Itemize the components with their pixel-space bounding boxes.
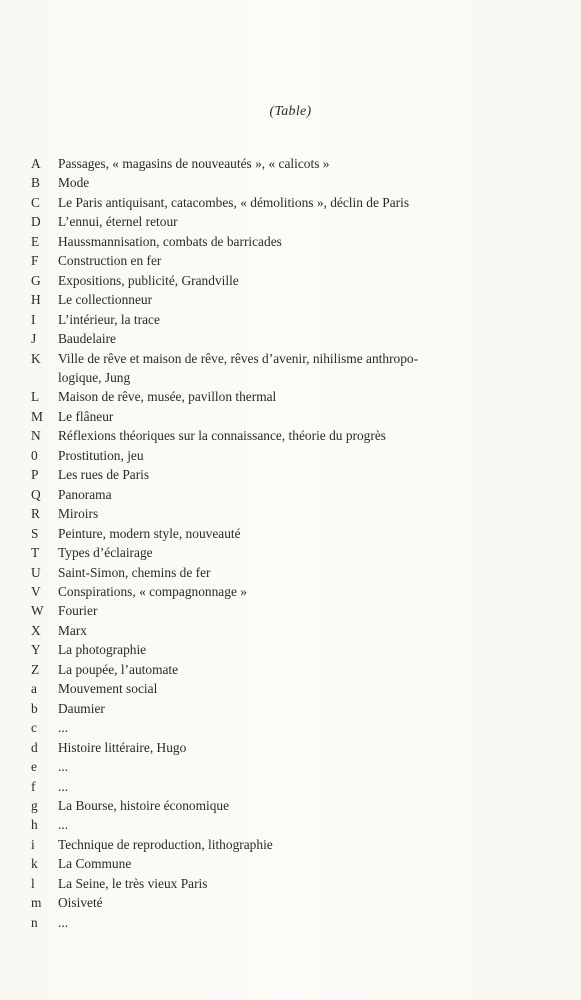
toc-entry — [31, 504, 461, 523]
entry-text: Types d’éclairage — [58, 545, 153, 561]
toc-entry — [31, 310, 461, 329]
page-title: (Table) — [269, 104, 312, 119]
toc-entry — [31, 232, 461, 251]
toc-entry — [31, 290, 461, 309]
entry-letter: n — [31, 914, 38, 930]
toc-entry — [31, 349, 461, 388]
entry-letter: D — [31, 214, 41, 230]
toc-entry — [31, 640, 461, 659]
entry-text: ... — [58, 778, 69, 794]
toc-entry — [31, 582, 461, 601]
toc-entry — [31, 660, 461, 679]
toc-entry — [31, 874, 461, 893]
entry-letter: C — [31, 194, 40, 210]
entry-letter: a — [31, 681, 37, 697]
entry-letter: R — [31, 506, 40, 522]
toc-entry — [31, 718, 461, 737]
entry-letter: W — [31, 603, 44, 619]
entry-text: Maison de rêve, musée, pavillon thermal — [58, 389, 277, 405]
entry-text: Histoire littéraire, Hugo — [58, 739, 187, 755]
toc-entry — [31, 738, 461, 757]
entry-text: La poupée, l’automate — [58, 661, 179, 677]
entry-letter: Z — [31, 661, 40, 677]
entry-letter: T — [31, 545, 40, 561]
entry-text: La Seine, le très vieux Paris — [58, 875, 208, 891]
toc-entry — [31, 563, 461, 582]
toc-entry — [31, 854, 461, 873]
entry-letter: A — [31, 156, 41, 171]
entry-text: Miroirs — [58, 506, 99, 522]
toc-entry — [31, 777, 461, 796]
entry-letter: m — [31, 895, 42, 911]
toc-entry — [31, 893, 461, 912]
entry-text: Oisiveté — [58, 895, 103, 911]
entry-text: Le flâneur — [58, 408, 114, 424]
entry-text: Baudelaire — [58, 331, 116, 347]
entry-text: L’ennui, éternel retour — [58, 214, 178, 230]
entry-text: La Bourse, histoire économique — [58, 797, 230, 813]
entry-letter: K — [31, 350, 41, 366]
entry-letter: B — [31, 175, 40, 191]
entry-text: Panorama — [58, 486, 112, 502]
entry-text: Le collectionneur — [58, 292, 153, 308]
entry-text: Ville de rêve et maison de rêve, rêves d’avenir, nihilisme anthropo- logique, Jung — [58, 350, 419, 385]
toc-entry — [31, 601, 461, 620]
entry-letter: h — [31, 817, 38, 833]
entry-letter: J — [31, 331, 37, 347]
toc-entry — [31, 271, 461, 290]
toc-entry — [31, 913, 461, 932]
entry-letter: N — [31, 428, 41, 444]
entry-letter: Q — [31, 486, 41, 502]
entry-letter: g — [31, 797, 38, 813]
toc-entry — [31, 699, 461, 718]
toc-entry — [31, 835, 461, 854]
toc-entry — [31, 679, 461, 698]
entry-text: ... — [58, 720, 69, 736]
entry-letter: 0 — [31, 447, 38, 463]
entry-text: Technique de reproduction, lithographie — [58, 836, 273, 852]
entry-text: Peinture, modern style, nouveauté — [58, 525, 241, 541]
entry-letter: Y — [31, 642, 41, 658]
entry-text: Réflexions théoriques sur la connaissance, théorie du progrès — [58, 428, 386, 444]
toc-entry — [31, 621, 461, 640]
toc-entry — [31, 465, 461, 484]
entry-text: ... — [58, 914, 69, 930]
entry-text: Passages, « magasins de nouveautés », « calicots » — [58, 156, 330, 171]
entry-text: La photographie — [58, 642, 147, 658]
toc-entry — [31, 251, 461, 270]
entry-text: Expositions, publicité, Grandville — [58, 272, 239, 288]
entry-text: Mode — [58, 175, 90, 191]
toc-entry — [31, 815, 461, 834]
entry-letter: P — [31, 467, 39, 483]
entry-text: La Commune — [58, 856, 132, 872]
toc-entry — [31, 426, 461, 445]
entry-text: Construction en fer — [58, 253, 162, 269]
toc-entry — [31, 212, 461, 231]
toc-entry — [31, 524, 461, 543]
entry-letter: b — [31, 700, 38, 716]
entry-letter: S — [31, 525, 39, 541]
toc-entry — [31, 329, 461, 348]
entry-text: Saint-Simon, chemins de fer — [58, 564, 211, 580]
entry-text: Les rues de Paris — [58, 467, 150, 483]
entry-text: Marx — [58, 622, 88, 638]
entry-text: Prostitution, jeu — [58, 447, 144, 463]
toc-entry — [31, 193, 461, 212]
entry-text: ... — [58, 817, 69, 833]
toc-entry — [31, 173, 461, 192]
toc-entry — [31, 154, 461, 173]
entry-text: Daumier — [58, 700, 105, 716]
toc-entry — [31, 446, 461, 465]
entry-letter: F — [31, 253, 39, 269]
entry-text: L’intérieur, la trace — [58, 311, 160, 327]
entry-letter: X — [31, 622, 41, 638]
entry-letter: E — [31, 233, 40, 249]
entry-letter: U — [31, 564, 41, 580]
entry-letter: H — [31, 292, 41, 308]
toc-entry — [31, 485, 461, 504]
table-of-contents — [31, 154, 461, 932]
entry-letter: i — [31, 836, 35, 852]
toc-entry — [31, 543, 461, 562]
entry-text: Le Paris antiquisant, catacombes, « démolitions », déclin de Paris — [58, 194, 410, 210]
entry-text: Conspirations, « compagnonnage » — [58, 583, 247, 599]
entry-letter: d — [31, 739, 38, 755]
entry-letter: k — [31, 856, 38, 872]
entry-letter: e — [31, 759, 37, 775]
entry-text: Fourier — [58, 603, 98, 619]
entry-text: ... — [58, 759, 69, 775]
toc-entry — [31, 407, 461, 426]
entry-letter: f — [31, 778, 36, 794]
entry-text: Mouvement social — [58, 681, 158, 697]
entry-letter: M — [31, 408, 43, 424]
toc-entry — [31, 796, 461, 815]
toc-entry — [31, 757, 461, 776]
toc-entry — [31, 387, 461, 406]
entry-letter: L — [31, 389, 40, 405]
entry-letter: c — [31, 720, 37, 736]
entry-letter: I — [31, 311, 36, 327]
entry-letter: l — [31, 875, 35, 891]
entry-letter: G — [31, 272, 41, 288]
entry-text: Haussmannisation, combats de barricades — [58, 233, 282, 249]
entry-letter: V — [31, 583, 41, 599]
